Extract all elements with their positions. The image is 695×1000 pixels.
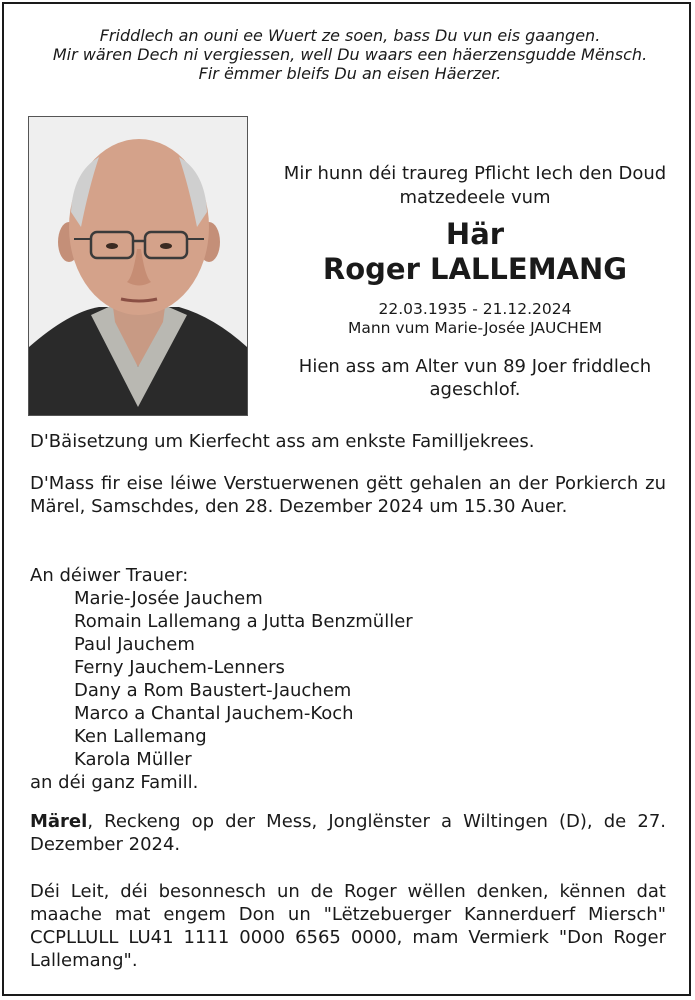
deceased-title [262, 217, 688, 287]
place-date-rest: , Reckeng op der Mess, Jonglënster a Wiltingen (D), de 27. Dezember 2024. [30, 811, 666, 855]
announcement-text: Mir hunn déi traureg Pflicht Iech den Doud matzedeele vum [283, 163, 667, 208]
poem-line: Fir ëmmer bleifs Du an eisen Häerzer. [198, 64, 502, 83]
mourner-name: Ferny Jauchem-Lenners [74, 657, 285, 678]
poem [40, 26, 660, 83]
mass-notice: D'Mass fir eise léiwe Verstuerwenen gëtt gehalen an der Porkierch zu Märel, Samschdes, den 28. Dezember 2024 um 15.30 Auer. [30, 473, 666, 517]
birth-death-dates: 22.03.1935 - 21.12.2024 [378, 300, 572, 318]
age-text: Hien ass am Alter vun 89 Joer friddlech ageschlof. [298, 356, 652, 400]
poem-line: Mir wären Dech ni vergiessen, well Du waars een häerzensgudde Mënsch. [52, 45, 648, 64]
mourner-name: Dany a Rom Baustert-Jauchem [74, 680, 352, 701]
mourners-list [30, 564, 666, 794]
mourners-intro: An déiwer Trauer: [30, 565, 189, 586]
mourner-name: Marie-Josée Jauchem [74, 588, 263, 609]
life-dates [262, 300, 688, 338]
mourners-outro: an déi ganz Famill. [30, 772, 199, 793]
deceased-name: Roger LALLEMANG [322, 252, 628, 286]
mourner-name: Paul Jauchem [74, 634, 195, 655]
poem-line: Friddlech an ouni ee Wuert ze soen, bass Du vun eis gaangen. [99, 26, 601, 45]
mourner-name: Romain Lallemang a Jutta Benzmüller [74, 611, 413, 632]
mourner-name: Marco a Chantal Jauchem-Koch [74, 703, 354, 724]
mourner-name: Ken Lallemang [74, 726, 207, 747]
portrait-photo [28, 116, 248, 416]
burial-note: D'Bäisetzung um Kierfecht ass am enkste Familljekrees. [30, 431, 535, 452]
honorific: Här [445, 217, 505, 251]
mourner-name: Karola Müller [74, 749, 192, 770]
place-name: Märel [30, 811, 88, 832]
donation-note: Déi Leit, déi besonnesch un de Roger wëllen denken, kënnen dat maache mat engem Don un "Lëtzebuerger Kannerduerf Miersch" CCPLLULL LU41 1111 0000 6565 0000, mam Vermierk "Don Roger Lallemang". [30, 881, 666, 971]
spouse-line: Mann vum Marie-Josée JAUCHEM [347, 319, 603, 337]
place-date [30, 810, 666, 856]
